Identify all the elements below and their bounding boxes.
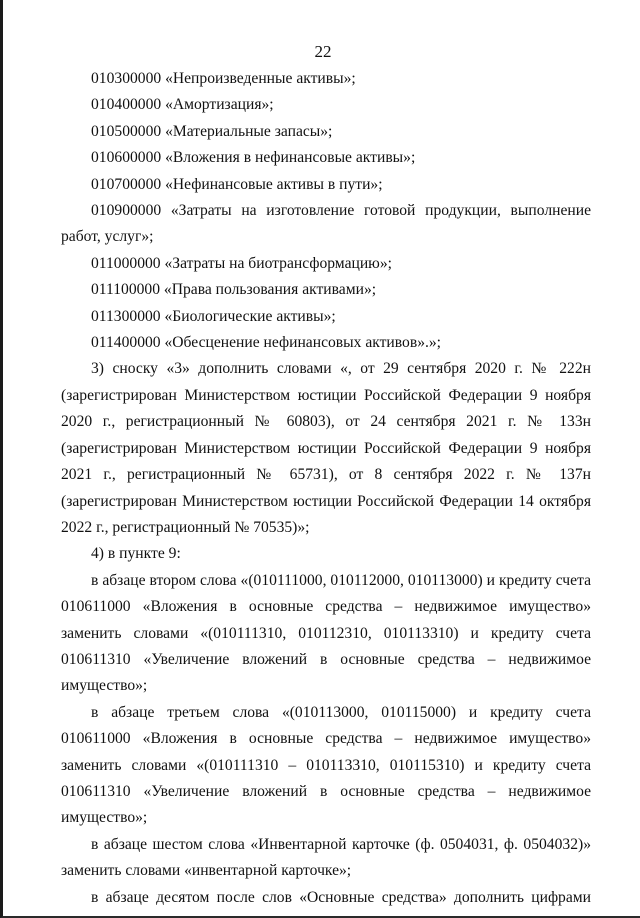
account-item-010300000: 010300000 «Непроизведенные активы»; [91,70,356,87]
account-item-010500000: 010500000 «Материальные запасы»; [91,122,333,140]
account-item-010600000: 010600000 «Вложения в нефинансовые активы»; [91,149,416,167]
account-item-010900000: 010900000 «Затраты на изготовление готовой продукции, выполнение работ, услуг»; [61,202,591,246]
account-item-011300000: 011300000 «Биологические активы»; [91,307,336,325]
second-paragraph-amendment: в абзаце втором слова «(010111000, 010112000, 010113000) и кредиту счета 010611000 «Вложения в основные средства – недвижимое имущество» заменить словами «(010111310, 010112310, 010113310) и кредиту счета 010611310 «Увеличение вложений в основные средства – недвижимое имущество»; [61,571,591,695]
account-item-010700000: 010700000 «Нефинансовые активы в пути»; [91,175,383,193]
footnote-amendment-paragraph: 3) сноску «3» дополнить словами «, от 29 сентября 2020 г. № 222н (зарегистрирован Министерством юстиции Российской Федерации 9 ноября 2020 г., регистрационный № 60803), от 24 сентября 2021 г. № 133н (зарегистрирован Министерством юстиции Российской Федерации 9 ноября 2021 г., регистрационный № 65731), от 8 сентября 2022 г. № 137н (зарегистрирован Министерством юстиции Российской Федерации 14 октября 2022 г., регистрационный № 70535)»; [61,360,591,536]
tenth-paragraph-amendment: в абзаце десятом после слов «Основные средства» дополнить цифрами [91,888,591,906]
account-item-011100000: 011100000 «Права пользования активами»; [91,281,377,299]
third-paragraph-amendment: в абзаце третьем слова «(010113000, 010115000) и кредиту счета 010611000 «Вложения в основные средства – недвижимое имущество» заменить словами «(010111310 – 010113310, 010115310) и кредиту счета 010611310 «Увеличение вложений в основные средства – недвижимое имущество»; [61,703,591,827]
document-body [61,66,591,911]
page-number: 22 [314,42,332,61]
account-item-011000000: 011000000 «Затраты на биотрансформацию»; [91,254,392,272]
account-item-011400000: 011400000 «Обесценение нефинансовых активов».»; [91,334,442,352]
account-item-010400000: 010400000 «Амортизация»; [91,96,274,114]
sixth-paragraph-amendment: в абзаце шестом слова «Инвентарной карточке (ф. 0504031, ф. 0504032)» заменить словами «инвентарной карточке»; [61,835,591,880]
clause-9-heading: 4) в пункте 9: [91,545,181,563]
